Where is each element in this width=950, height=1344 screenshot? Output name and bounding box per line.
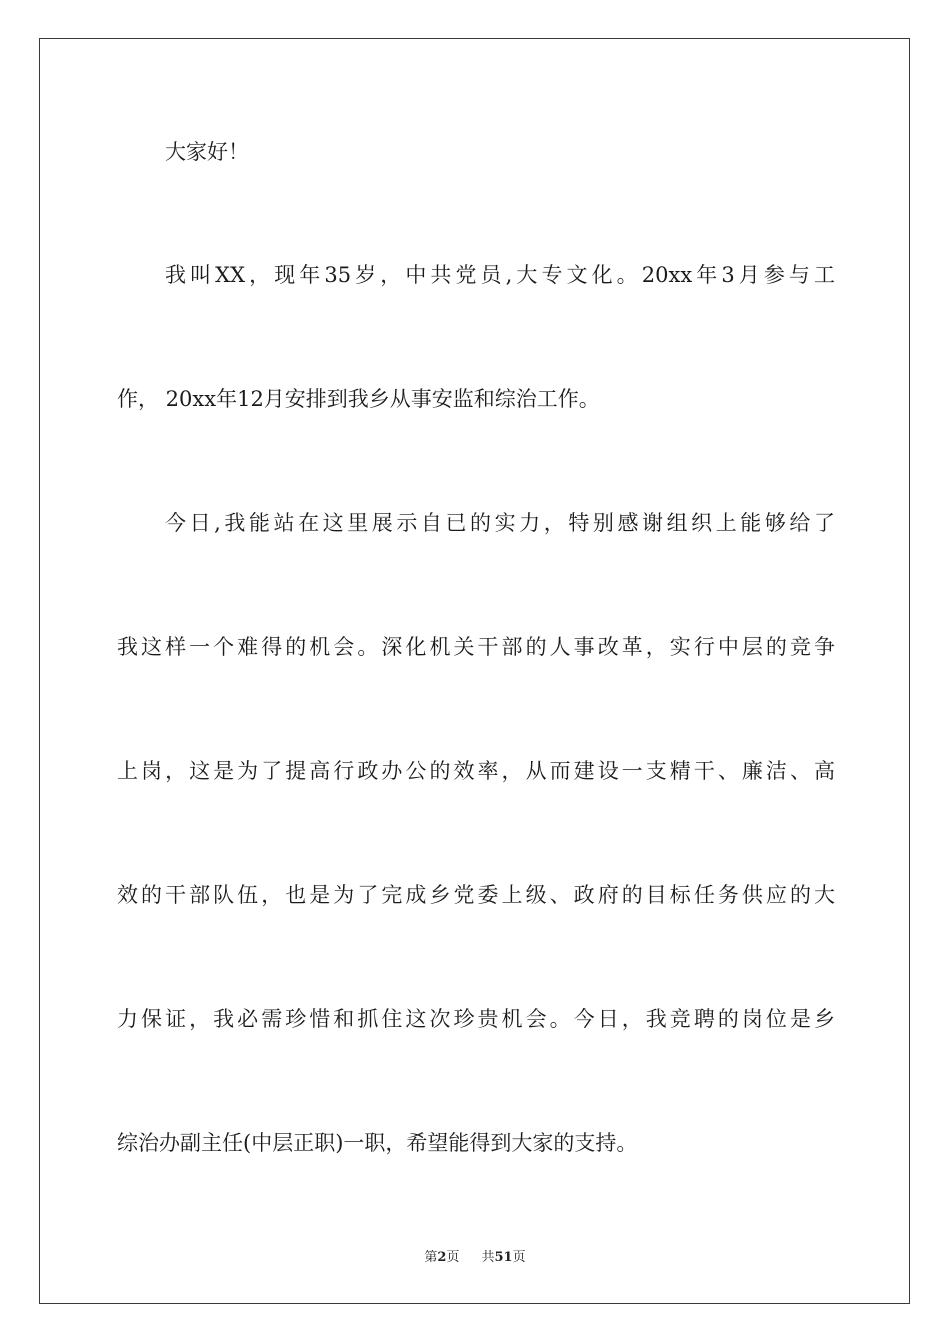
- page-number: 第2页: [424, 1250, 460, 1265]
- paragraph-1-line-1: 我叫XX，现年35岁，中共党员,大专文化。20xx年3月参与工: [165, 263, 835, 287]
- paragraph-1-line-2: 作， 20xx年12月安排到我乡从事安监和综治工作。: [117, 387, 600, 411]
- page-border: [39, 38, 910, 1304]
- paragraph-2-line-5: 力保证，我必需珍惜和抓住这次珍贵机会。今日，我竞聘的岗位是乡: [117, 1007, 835, 1031]
- paragraph-2-line-2: 我这样一个难得的机会。深化机关干部的人事改革，实行中层的竞争: [117, 635, 835, 659]
- page-footer: [0, 1246, 950, 1265]
- paragraph-2-line-4: 效的干部队伍，也是为了完成乡党委上级、政府的目标任务供应的大: [117, 883, 835, 907]
- paragraph-2-line-6: 综治办副主任(中层正职)一职，希望能得到大家的支持。: [117, 1131, 638, 1155]
- paragraph-2-line-3: 上岗，这是为了提高行政办公的效率，从而建设一支精干、廉洁、高: [117, 759, 835, 783]
- greeting-line: 大家好！: [165, 140, 249, 164]
- page-total: 共51页: [481, 1250, 526, 1265]
- paragraph-2-line-1: 今日,我能站在这里展示自已的实力，特别感谢组织上能够给了: [165, 511, 835, 535]
